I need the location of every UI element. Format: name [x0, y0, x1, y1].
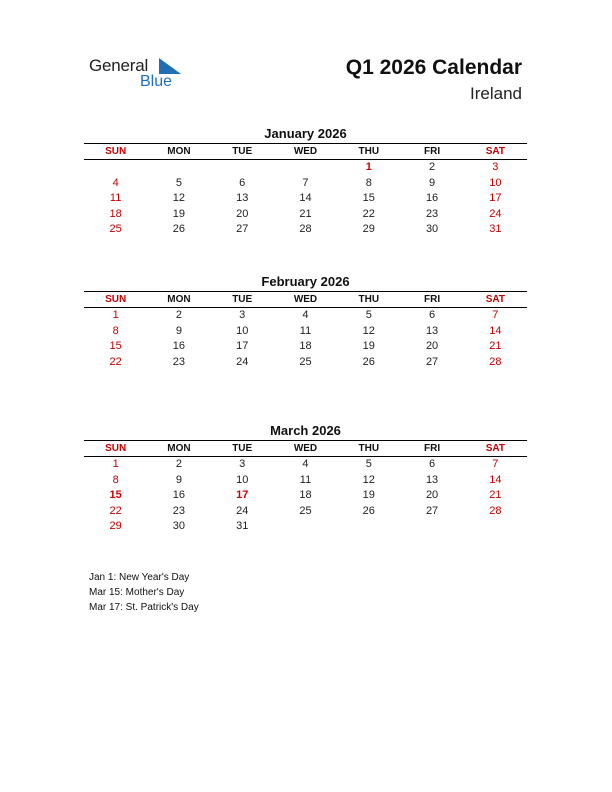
- day-cell: 9: [175, 473, 182, 486]
- day-cell: 12: [362, 324, 375, 337]
- day-cell: 14: [489, 473, 502, 486]
- day-cell: 6: [429, 309, 436, 321]
- day-cell: 29: [362, 223, 375, 236]
- day-cell: 10: [236, 473, 249, 486]
- month-title: February 2026: [261, 274, 350, 289]
- day-cell: 14: [299, 192, 312, 205]
- day-cell: 1: [365, 161, 372, 173]
- day-cell: 22: [362, 207, 375, 220]
- weekday-header-wed: WED: [293, 443, 318, 454]
- day-cell: 8: [112, 473, 119, 486]
- day-cell: 7: [492, 458, 499, 470]
- day-cell: 31: [236, 520, 249, 533]
- day-cell: 24: [236, 355, 249, 368]
- day-cell: 31: [489, 223, 502, 236]
- weekday-header-sat: SAT: [485, 443, 505, 454]
- day-cell: 6: [239, 176, 246, 189]
- day-cell: 11: [109, 192, 122, 205]
- day-cell: 12: [362, 473, 375, 486]
- day-cell: 23: [172, 504, 186, 517]
- day-cell: 3: [492, 161, 499, 173]
- day-cell: 16: [172, 489, 186, 502]
- weekday-header-fri: FRI: [424, 294, 441, 305]
- day-cell: 19: [362, 340, 375, 353]
- day-cell: 5: [175, 176, 182, 189]
- day-cell: 1: [112, 458, 119, 470]
- day-cell: 21: [489, 489, 502, 502]
- day-cell: 11: [299, 324, 312, 337]
- day-cell: 25: [299, 504, 312, 517]
- month-title: March 2026: [270, 423, 341, 438]
- weekday-header-sat: SAT: [485, 294, 505, 305]
- day-cell: 20: [425, 489, 439, 502]
- day-cell: 3: [239, 309, 246, 321]
- day-cell: 28: [489, 504, 502, 517]
- day-cell: 28: [299, 223, 312, 236]
- day-cell: 22: [109, 355, 122, 368]
- logo-text-blue: Blue: [140, 73, 173, 90]
- day-cell: 5: [365, 309, 372, 321]
- day-cell: 2: [175, 458, 182, 470]
- day-cell: 9: [175, 324, 182, 337]
- day-cell: 18: [299, 340, 312, 353]
- day-cell: 23: [172, 355, 186, 368]
- day-cell: 14: [489, 324, 502, 337]
- day-cell: 25: [299, 355, 312, 368]
- day-cell: 26: [172, 223, 186, 236]
- day-cell: 15: [109, 340, 122, 353]
- weekday-header-mon: MON: [167, 443, 191, 454]
- day-cell: 29: [109, 520, 122, 533]
- day-cell: 24: [489, 207, 502, 220]
- day-cell: 17: [236, 489, 249, 502]
- day-cell: 17: [489, 192, 502, 205]
- month-calendar-march: [84, 422, 527, 535]
- days-grid: [84, 160, 527, 238]
- weekday-header-sun: SUN: [105, 294, 127, 305]
- weekday-header-fri: FRI: [424, 146, 441, 157]
- weekday-header-sun: SUN: [105, 443, 127, 454]
- day-cell: 7: [302, 176, 309, 189]
- day-cell: 1: [112, 309, 119, 321]
- day-cell: 30: [172, 520, 186, 533]
- month-calendar-february: [84, 273, 527, 370]
- day-cell: 19: [172, 207, 186, 220]
- day-cell: 12: [172, 192, 186, 205]
- day-cell: 3: [239, 458, 246, 470]
- day-cell: 8: [365, 176, 372, 189]
- weekday-header-tue: TUE: [232, 146, 253, 157]
- holiday-item: Jan 1: New Year's Day: [89, 572, 190, 583]
- weekday-header-tue: TUE: [232, 443, 253, 454]
- weekday-header-row: [84, 143, 527, 160]
- day-cell: 13: [236, 192, 249, 205]
- day-cell: 30: [425, 223, 439, 236]
- day-cell: 27: [425, 504, 439, 517]
- holiday-item: Mar 17: St. Patrick's Day: [89, 602, 199, 613]
- weekday-header-wed: WED: [293, 294, 318, 305]
- page-title: Q1 2026 Calendar: [345, 56, 522, 79]
- month-title: January 2026: [264, 126, 347, 141]
- day-cell: 21: [489, 340, 502, 353]
- day-cell: 15: [109, 489, 122, 502]
- day-cell: 25: [109, 223, 122, 236]
- days-grid: [84, 308, 527, 370]
- day-cell: 20: [425, 340, 439, 353]
- day-cell: 26: [362, 355, 375, 368]
- day-cell: 27: [236, 223, 249, 236]
- day-cell: 26: [362, 504, 375, 517]
- day-cell: 13: [425, 324, 439, 337]
- day-cell: 8: [112, 324, 119, 337]
- weekday-header-wed: WED: [293, 146, 318, 157]
- day-cell: 16: [425, 192, 439, 205]
- day-cell: 13: [425, 473, 439, 486]
- day-cell: 18: [109, 207, 122, 220]
- logo-text-general: General: [89, 56, 149, 75]
- day-cell: 19: [362, 489, 375, 502]
- day-cell: 2: [429, 161, 436, 173]
- empty-day-cell: [147, 160, 210, 176]
- day-cell: 20: [236, 207, 249, 220]
- weekday-header-sat: SAT: [485, 146, 505, 157]
- month-calendar-january: [84, 125, 527, 238]
- empty-day-cell: [84, 160, 147, 176]
- weekday-header-fri: FRI: [424, 443, 441, 454]
- country-subtitle: Ireland: [470, 84, 522, 103]
- generalblue-logo: [89, 56, 189, 96]
- weekday-header-thu: THU: [358, 294, 380, 305]
- day-cell: 15: [362, 192, 375, 205]
- day-cell: 21: [299, 207, 312, 220]
- empty-day-cell: [274, 160, 337, 176]
- day-cell: 18: [299, 489, 312, 502]
- day-cell: 27: [425, 355, 439, 368]
- weekday-header-tue: TUE: [232, 294, 253, 305]
- weekday-header-sun: SUN: [105, 146, 127, 157]
- day-cell: 23: [425, 207, 439, 220]
- day-cell: 4: [302, 309, 309, 321]
- day-cell: 22: [109, 504, 122, 517]
- days-grid: [84, 457, 527, 535]
- weekday-header-thu: THU: [358, 443, 380, 454]
- flag-icon: [159, 58, 181, 74]
- holiday-item: Mar 15: Mother's Day: [89, 587, 185, 598]
- weekday-header-mon: MON: [167, 294, 191, 305]
- day-cell: 28: [489, 355, 502, 368]
- weekday-header-row: [84, 291, 527, 308]
- day-cell: 4: [112, 176, 119, 189]
- weekday-header-thu: THU: [358, 146, 380, 157]
- day-cell: 7: [492, 309, 499, 321]
- day-cell: 10: [236, 324, 249, 337]
- day-cell: 24: [236, 504, 249, 517]
- day-cell: 2: [175, 309, 182, 321]
- weekday-header-mon: MON: [167, 146, 191, 157]
- day-cell: 16: [172, 340, 186, 353]
- day-cell: 4: [302, 458, 309, 470]
- day-cell: 10: [489, 176, 502, 189]
- holiday-list: [89, 570, 199, 615]
- weekday-header-row: [84, 440, 527, 457]
- day-cell: 9: [429, 176, 436, 189]
- day-cell: 11: [299, 473, 312, 486]
- day-cell: 6: [429, 458, 436, 470]
- empty-day-cell: [211, 160, 274, 176]
- day-cell: 5: [365, 458, 372, 470]
- day-cell: 17: [236, 340, 249, 353]
